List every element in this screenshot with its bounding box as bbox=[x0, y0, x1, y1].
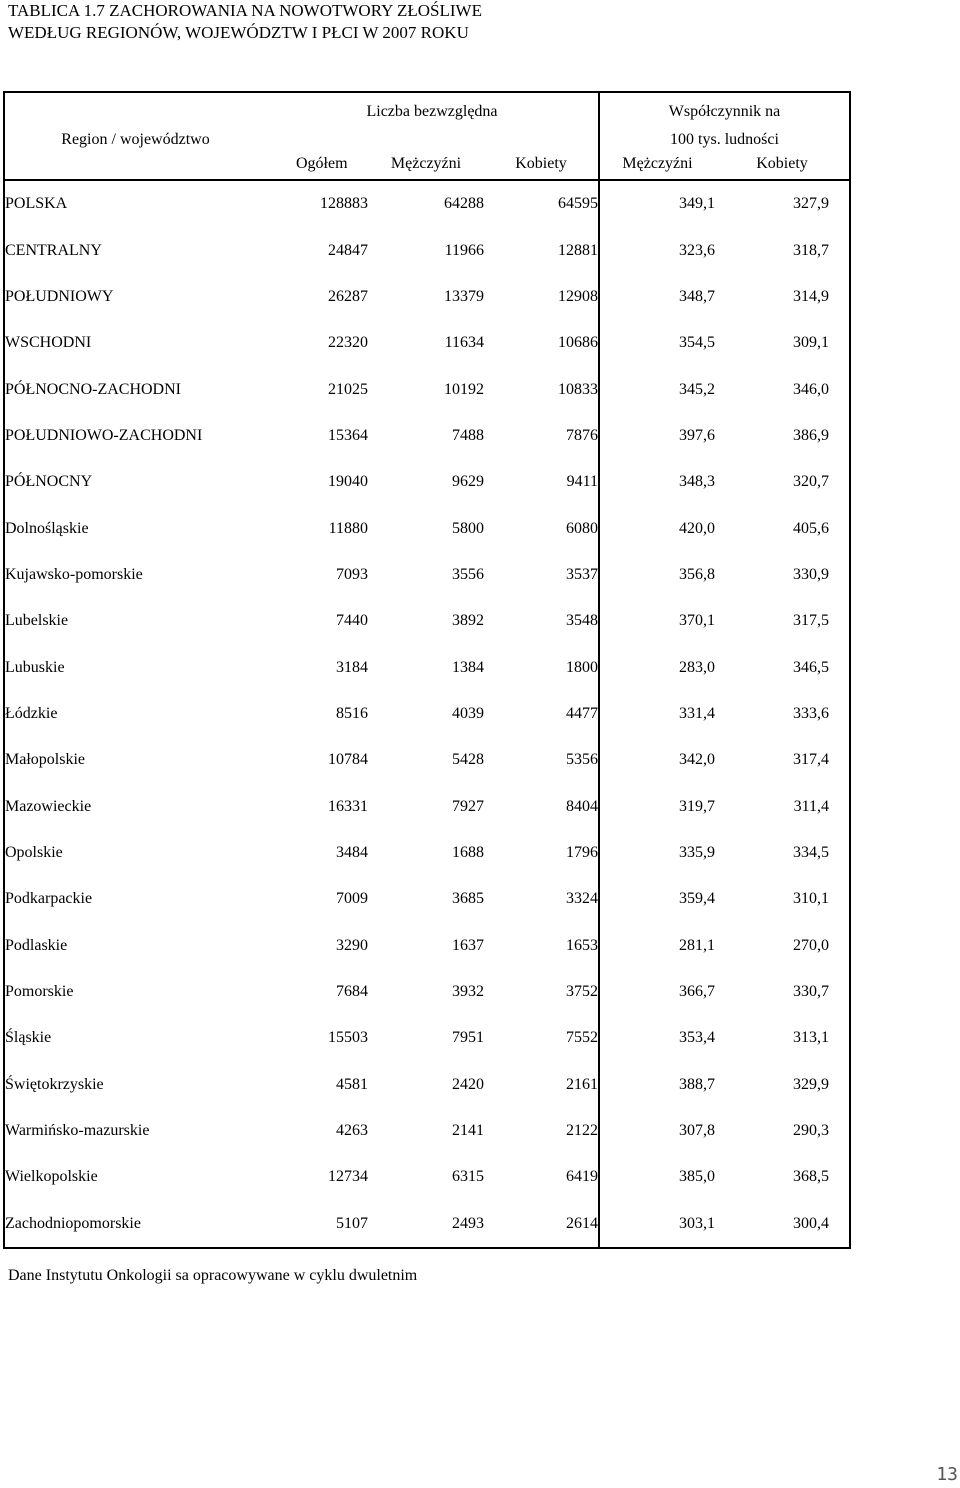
cell-women: 3752 bbox=[566, 983, 598, 1001]
table-row bbox=[4, 505, 850, 551]
cell-rate-women: 290,3 bbox=[793, 1122, 829, 1140]
cell-total: 15364 bbox=[328, 426, 368, 444]
table-row bbox=[4, 598, 850, 644]
cell-men: 2141 bbox=[452, 1122, 484, 1140]
row-region-name: CENTRALNY bbox=[5, 241, 102, 259]
header-row-groups bbox=[4, 92, 850, 121]
cell-rate-men: 307,8 bbox=[599, 1108, 715, 1154]
cell-women: 1653 bbox=[566, 936, 598, 954]
cell-rate-men: 388,7 bbox=[599, 1062, 715, 1108]
table-row bbox=[4, 1201, 850, 1248]
cell-total: 19040 bbox=[328, 473, 368, 491]
cell-rate-men: 319,7 bbox=[599, 783, 715, 829]
cell-men: 3892 bbox=[452, 612, 484, 630]
cell-rate-men: 323,6 bbox=[599, 227, 715, 273]
row-region-name: PÓŁNOCNY bbox=[5, 473, 93, 491]
table-row bbox=[4, 691, 850, 737]
header-men: Mężczyźni bbox=[368, 149, 484, 180]
cell-women: 2161 bbox=[566, 1075, 598, 1093]
cell-men: 3685 bbox=[452, 890, 484, 908]
table-row bbox=[4, 227, 850, 273]
cell-rate-women: 310,1 bbox=[793, 890, 829, 908]
cell-total: 22320 bbox=[328, 334, 368, 352]
header-row-columns bbox=[4, 149, 850, 180]
header-region: Region / województwo bbox=[61, 131, 210, 148]
cell-total: 10784 bbox=[328, 751, 368, 769]
cell-rate-men: 349,1 bbox=[599, 180, 715, 227]
cell-rate-men: 370,1 bbox=[599, 598, 715, 644]
row-region-name: Świętokrzyskie bbox=[5, 1075, 104, 1093]
cell-rate-women: 318,7 bbox=[793, 241, 829, 259]
cell-women: 2122 bbox=[566, 1122, 598, 1140]
header-women: Kobiety bbox=[484, 149, 599, 180]
cell-men: 5800 bbox=[452, 519, 484, 537]
row-region-name: WSCHODNI bbox=[5, 334, 92, 352]
page-number: 13 bbox=[936, 1464, 958, 1485]
cell-rate-women: 320,7 bbox=[793, 473, 829, 491]
cell-men: 9629 bbox=[452, 473, 484, 491]
cell-men: 7488 bbox=[452, 426, 484, 444]
cell-rate-men: 281,1 bbox=[599, 923, 715, 969]
cell-men: 6315 bbox=[452, 1168, 484, 1186]
cell-rate-women: 311,4 bbox=[793, 797, 829, 815]
row-region-name: POŁUDNIOWY bbox=[5, 287, 114, 305]
cell-men: 7927 bbox=[452, 797, 484, 815]
cell-rate-men: 385,0 bbox=[599, 1154, 715, 1200]
cell-total: 3184 bbox=[336, 658, 368, 676]
row-region-name: Pomorskie bbox=[5, 983, 74, 1001]
header-absolute-count: Liczba bezwzględna bbox=[366, 103, 498, 120]
cell-rate-men: 356,8 bbox=[599, 552, 715, 598]
cell-rate-women: 317,4 bbox=[793, 751, 829, 769]
cell-rate-men: 331,4 bbox=[599, 691, 715, 737]
header-rate-line-1: Współczynnik na bbox=[599, 92, 850, 121]
row-region-name: Łódzkie bbox=[5, 704, 58, 722]
cell-total: 7440 bbox=[336, 612, 368, 630]
cell-rate-women: 405,6 bbox=[793, 519, 829, 537]
cell-men: 4039 bbox=[452, 704, 484, 722]
cell-women: 8404 bbox=[566, 797, 598, 815]
row-region-name: Małopolskie bbox=[5, 751, 85, 769]
cell-women: 10686 bbox=[558, 334, 598, 352]
cell-men: 2420 bbox=[452, 1075, 484, 1093]
cell-rate-men: 353,4 bbox=[599, 1015, 715, 1061]
cell-total: 11880 bbox=[328, 519, 368, 537]
table-row bbox=[4, 1062, 850, 1108]
cell-women: 2614 bbox=[566, 1214, 598, 1232]
row-region-name: Wielkopolskie bbox=[5, 1168, 98, 1186]
cell-total: 5107 bbox=[336, 1214, 368, 1232]
cell-rate-men: 342,0 bbox=[599, 737, 715, 783]
table-row bbox=[4, 366, 850, 412]
cell-rate-men: 420,0 bbox=[599, 505, 715, 551]
row-region-name: Lubelskie bbox=[5, 612, 69, 630]
cell-men: 1688 bbox=[452, 843, 484, 861]
cell-men: 13379 bbox=[444, 287, 484, 305]
table-row bbox=[4, 923, 850, 969]
table-row bbox=[4, 413, 850, 459]
cell-women: 7876 bbox=[566, 426, 598, 444]
cell-total: 8516 bbox=[336, 704, 368, 722]
cell-rate-men: 283,0 bbox=[599, 644, 715, 690]
row-region-name: PÓŁNOCNO-ZACHODNI bbox=[5, 380, 181, 398]
cell-rate-women: 317,5 bbox=[793, 612, 829, 630]
row-region-name: POLSKA bbox=[5, 195, 68, 213]
cell-women: 6419 bbox=[566, 1168, 598, 1186]
cell-rate-men: 348,7 bbox=[599, 274, 715, 320]
row-region-name: Podlaskie bbox=[5, 936, 68, 954]
cell-total: 7684 bbox=[336, 983, 368, 1001]
cell-men: 11634 bbox=[444, 334, 484, 352]
cell-total: 4581 bbox=[336, 1075, 368, 1093]
cell-women: 12881 bbox=[558, 241, 598, 259]
cell-women: 3324 bbox=[566, 890, 598, 908]
table-row bbox=[4, 552, 850, 598]
cell-rate-women: 330,9 bbox=[793, 565, 829, 583]
cell-rate-men: 366,7 bbox=[599, 969, 715, 1015]
table-row bbox=[4, 783, 850, 829]
cell-men: 1637 bbox=[452, 936, 484, 954]
cell-total: 3484 bbox=[336, 843, 368, 861]
row-region-name: Śląskie bbox=[5, 1029, 52, 1047]
cell-men: 10192 bbox=[444, 380, 484, 398]
cell-rate-men: 348,3 bbox=[599, 459, 715, 505]
header-row-region bbox=[4, 121, 850, 149]
cell-rate-women: 313,1 bbox=[793, 1029, 829, 1047]
cell-men: 3556 bbox=[452, 565, 484, 583]
cell-women: 3537 bbox=[566, 565, 598, 583]
cell-rate-men: 303,1 bbox=[599, 1201, 715, 1248]
header-rate-men: Mężczyźni bbox=[599, 149, 715, 180]
cell-men: 11966 bbox=[444, 241, 484, 259]
cell-total: 26287 bbox=[328, 287, 368, 305]
table-row bbox=[4, 830, 850, 876]
cell-rate-men: 335,9 bbox=[599, 830, 715, 876]
row-region-name: Lubuskie bbox=[5, 658, 65, 676]
cell-total: 12734 bbox=[328, 1168, 368, 1186]
cell-women: 6080 bbox=[566, 519, 598, 537]
cell-rate-women: 329,9 bbox=[793, 1075, 829, 1093]
header-rate-women: Kobiety bbox=[715, 149, 850, 180]
table-row bbox=[4, 969, 850, 1015]
cell-rate-men: 354,5 bbox=[599, 320, 715, 366]
cell-rate-men: 359,4 bbox=[599, 876, 715, 922]
table-row bbox=[4, 737, 850, 783]
cell-rate-women: 333,6 bbox=[793, 704, 829, 722]
cell-men: 3932 bbox=[452, 983, 484, 1001]
table-row bbox=[4, 644, 850, 690]
cell-women: 9411 bbox=[566, 473, 598, 491]
cell-women: 7552 bbox=[566, 1029, 598, 1047]
table-row bbox=[4, 1015, 850, 1061]
table-row bbox=[4, 274, 850, 320]
row-region-name: Mazowieckie bbox=[5, 797, 92, 815]
cell-rate-women: 330,7 bbox=[793, 983, 829, 1001]
cell-total: 15503 bbox=[328, 1029, 368, 1047]
table-title bbox=[8, 0, 482, 44]
table-row bbox=[4, 180, 850, 227]
cell-total: 4263 bbox=[336, 1122, 368, 1140]
cell-women: 10833 bbox=[558, 380, 598, 398]
cell-rate-women: 309,1 bbox=[793, 334, 829, 352]
cell-rate-women: 346,0 bbox=[793, 380, 829, 398]
cell-total: 16331 bbox=[328, 797, 368, 815]
cell-women: 5356 bbox=[566, 751, 598, 769]
title-line-2: WEDŁUG REGIONÓW, WOJEWÓDZTW I PŁCI W 2007 ROKU bbox=[8, 23, 469, 42]
row-region-name: Warmińsko-mazurskie bbox=[5, 1122, 150, 1140]
cell-rate-women: 300,4 bbox=[793, 1214, 829, 1232]
cell-rate-women: 270,0 bbox=[793, 936, 829, 954]
table-row bbox=[4, 1108, 850, 1154]
table-row bbox=[4, 320, 850, 366]
cell-women: 64595 bbox=[558, 195, 598, 213]
cell-rate-women: 314,9 bbox=[793, 287, 829, 305]
incidence-table bbox=[3, 91, 851, 1249]
row-region-name: Opolskie bbox=[5, 843, 63, 861]
cell-women: 4477 bbox=[566, 704, 598, 722]
cell-total: 21025 bbox=[328, 380, 368, 398]
cell-men: 1384 bbox=[452, 658, 484, 676]
title-line-1: TABLICA 1.7 ZACHOROWANIA NA NOWOTWORY ZŁOŚLIWE bbox=[8, 1, 482, 20]
row-region-name: Podkarpackie bbox=[5, 890, 93, 908]
row-region-name: Kujawsko-pomorskie bbox=[5, 565, 143, 583]
cell-rate-men: 345,2 bbox=[599, 366, 715, 412]
cell-women: 1800 bbox=[566, 658, 598, 676]
cell-women: 1796 bbox=[566, 843, 598, 861]
header-total: Ogółem bbox=[266, 149, 368, 180]
cell-men: 64288 bbox=[444, 195, 484, 213]
cell-total: 7009 bbox=[336, 890, 368, 908]
cell-total: 7093 bbox=[336, 565, 368, 583]
cell-rate-women: 327,9 bbox=[793, 195, 829, 213]
cell-rate-men: 397,6 bbox=[599, 413, 715, 459]
table-row bbox=[4, 876, 850, 922]
table-row bbox=[4, 459, 850, 505]
cell-women: 3548 bbox=[566, 612, 598, 630]
cell-total: 128883 bbox=[320, 195, 368, 213]
footnote: Dane Instytutu Onkologii sa opracowywane w cyklu dwuletnim bbox=[8, 1267, 418, 1284]
cell-rate-women: 334,5 bbox=[793, 843, 829, 861]
cell-rate-women: 386,9 bbox=[793, 426, 829, 444]
row-region-name: Zachodniopomorskie bbox=[5, 1214, 141, 1232]
row-region-name: POŁUDNIOWO-ZACHODNI bbox=[5, 426, 203, 444]
cell-men: 5428 bbox=[452, 751, 484, 769]
cell-men: 2493 bbox=[452, 1214, 484, 1232]
cell-men: 7951 bbox=[452, 1029, 484, 1047]
cell-women: 12908 bbox=[558, 287, 598, 305]
table-row bbox=[4, 1154, 850, 1200]
row-region-name: Dolnośląskie bbox=[5, 519, 89, 537]
header-rate-line-2: 100 tys. ludności bbox=[599, 121, 850, 149]
cell-rate-women: 346,5 bbox=[793, 658, 829, 676]
cell-total: 24847 bbox=[328, 241, 368, 259]
cell-total: 3290 bbox=[336, 936, 368, 954]
cell-rate-women: 368,5 bbox=[793, 1168, 829, 1186]
